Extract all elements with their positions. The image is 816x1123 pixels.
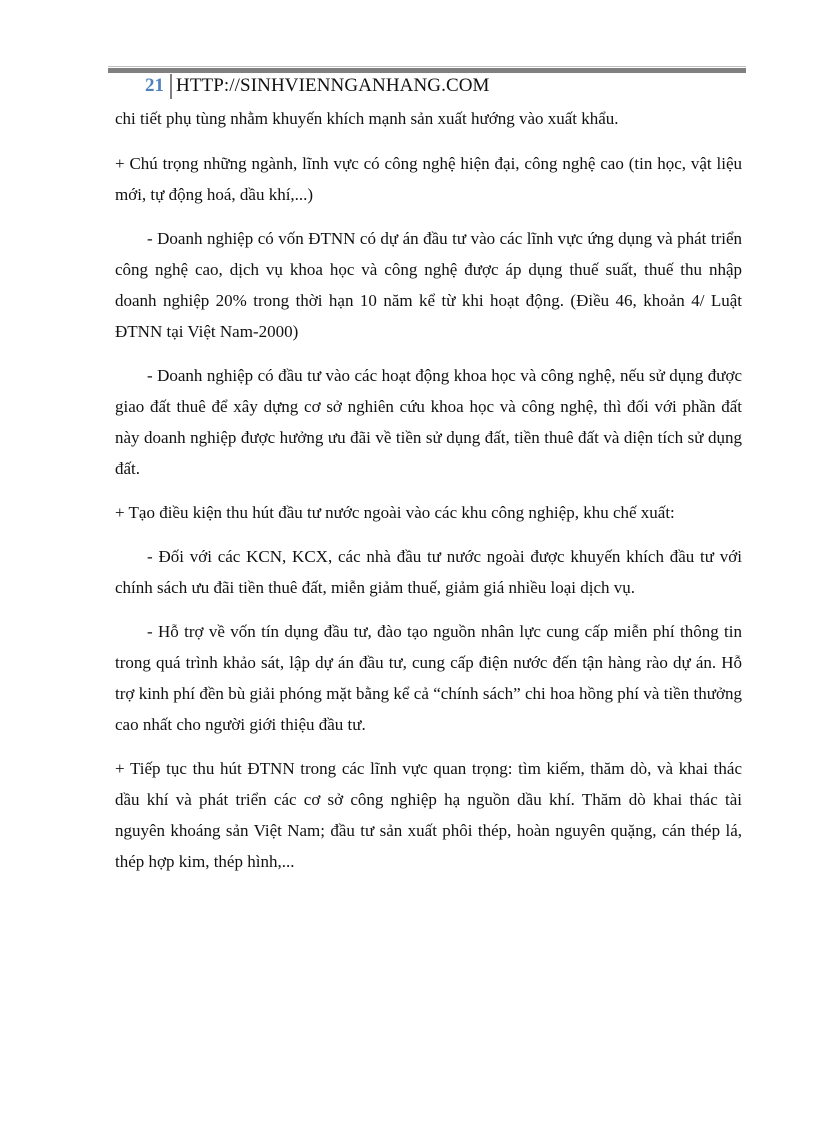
paragraph-kcn-kcx: - Đối với các KCN, KCX, các nhà đầu tư nước ngoài được khuyến khích đầu tư với chính sách ưu đãi tiền thuê đất, miễn giảm thuế, giảm giá nhiều loại dịch vụ. xyxy=(115,547,742,597)
document-body xyxy=(115,103,742,890)
header-divider xyxy=(170,74,172,99)
paragraph-investment-support: - Hỗ trợ về vốn tín dụng đầu tư, đào tạo nguồn nhân lực cung cấp miễn phí thông tin trong quá trình khảo sát, lập dự án đầu tư, cung cấp điện nước đến tận hàng rào dự án. Hỗ trợ kinh phí đền bù giải phóng mặt bằng kể cả “chính sách” chi hoa hồng phí và tiền thưởng cao nhất cho người giới thiệu đầu tư. xyxy=(115,622,742,734)
paragraph-high-tech-tax: - Doanh nghiệp có vốn ĐTNN có dự án đầu tư vào các lĩnh vực ứng dụng và phát triển công nghệ cao, dịch vụ khoa học và công nghệ được áp dụng thuế suất, thuế thu nhập doanh nghiệp 20% trong thời hạn 10 năm kể từ khi hoạt động. (Điều 46, khoản 4/ Luật ĐTNN tại Việt Nam-2000) xyxy=(115,229,742,341)
paragraph-continuation: chi tiết phụ tùng nhằm khuyến khích mạnh sản xuất hướng vào xuất khẩu. xyxy=(115,109,619,128)
paragraph-high-tech-priority: + Chú trọng những ngành, lĩnh vực có công nghệ hiện đại, công nghệ cao (tin học, vật liệu mới, tự động hoá, dầu khí,...) xyxy=(115,154,742,204)
paragraph-oil-gas: + Tiếp tục thu hút ĐTNN trong các lĩnh vực quan trọng: tìm kiếm, thăm dò, và khai thác dầu khí và phát triển các cơ sở công nghiệp hạ nguồn dầu khí. Thăm dò khai thác tài nguyên khoáng sản Việt Nam; đầu tư sản xuất phôi thép, hoàn nguyên quặng, cán thép lá, thép hợp kim, thép hình,... xyxy=(115,759,742,871)
site-url: HTTP://SINHVIENNGANHANG.COM xyxy=(176,75,490,96)
paragraph-industrial-zones: + Tạo điều kiện thu hút đầu tư nước ngoài vào các khu công nghiệp, khu chế xuất: xyxy=(115,503,675,522)
page-header xyxy=(108,73,490,99)
header-rule-highlight xyxy=(108,66,746,67)
page-number: 21 xyxy=(145,75,164,96)
paragraph-science-land: - Doanh nghiệp có đầu tư vào các hoạt động khoa học và công nghệ, nếu sử dụng được giao đất thuê để xây dựng cơ sở nghiên cứu khoa học và công nghệ, thì đối với phần đất này doanh nghiệp được hưởng ưu đãi về tiền sử dụng đất, tiền thuê đất và diện tích sử dụng đất. xyxy=(115,366,742,478)
